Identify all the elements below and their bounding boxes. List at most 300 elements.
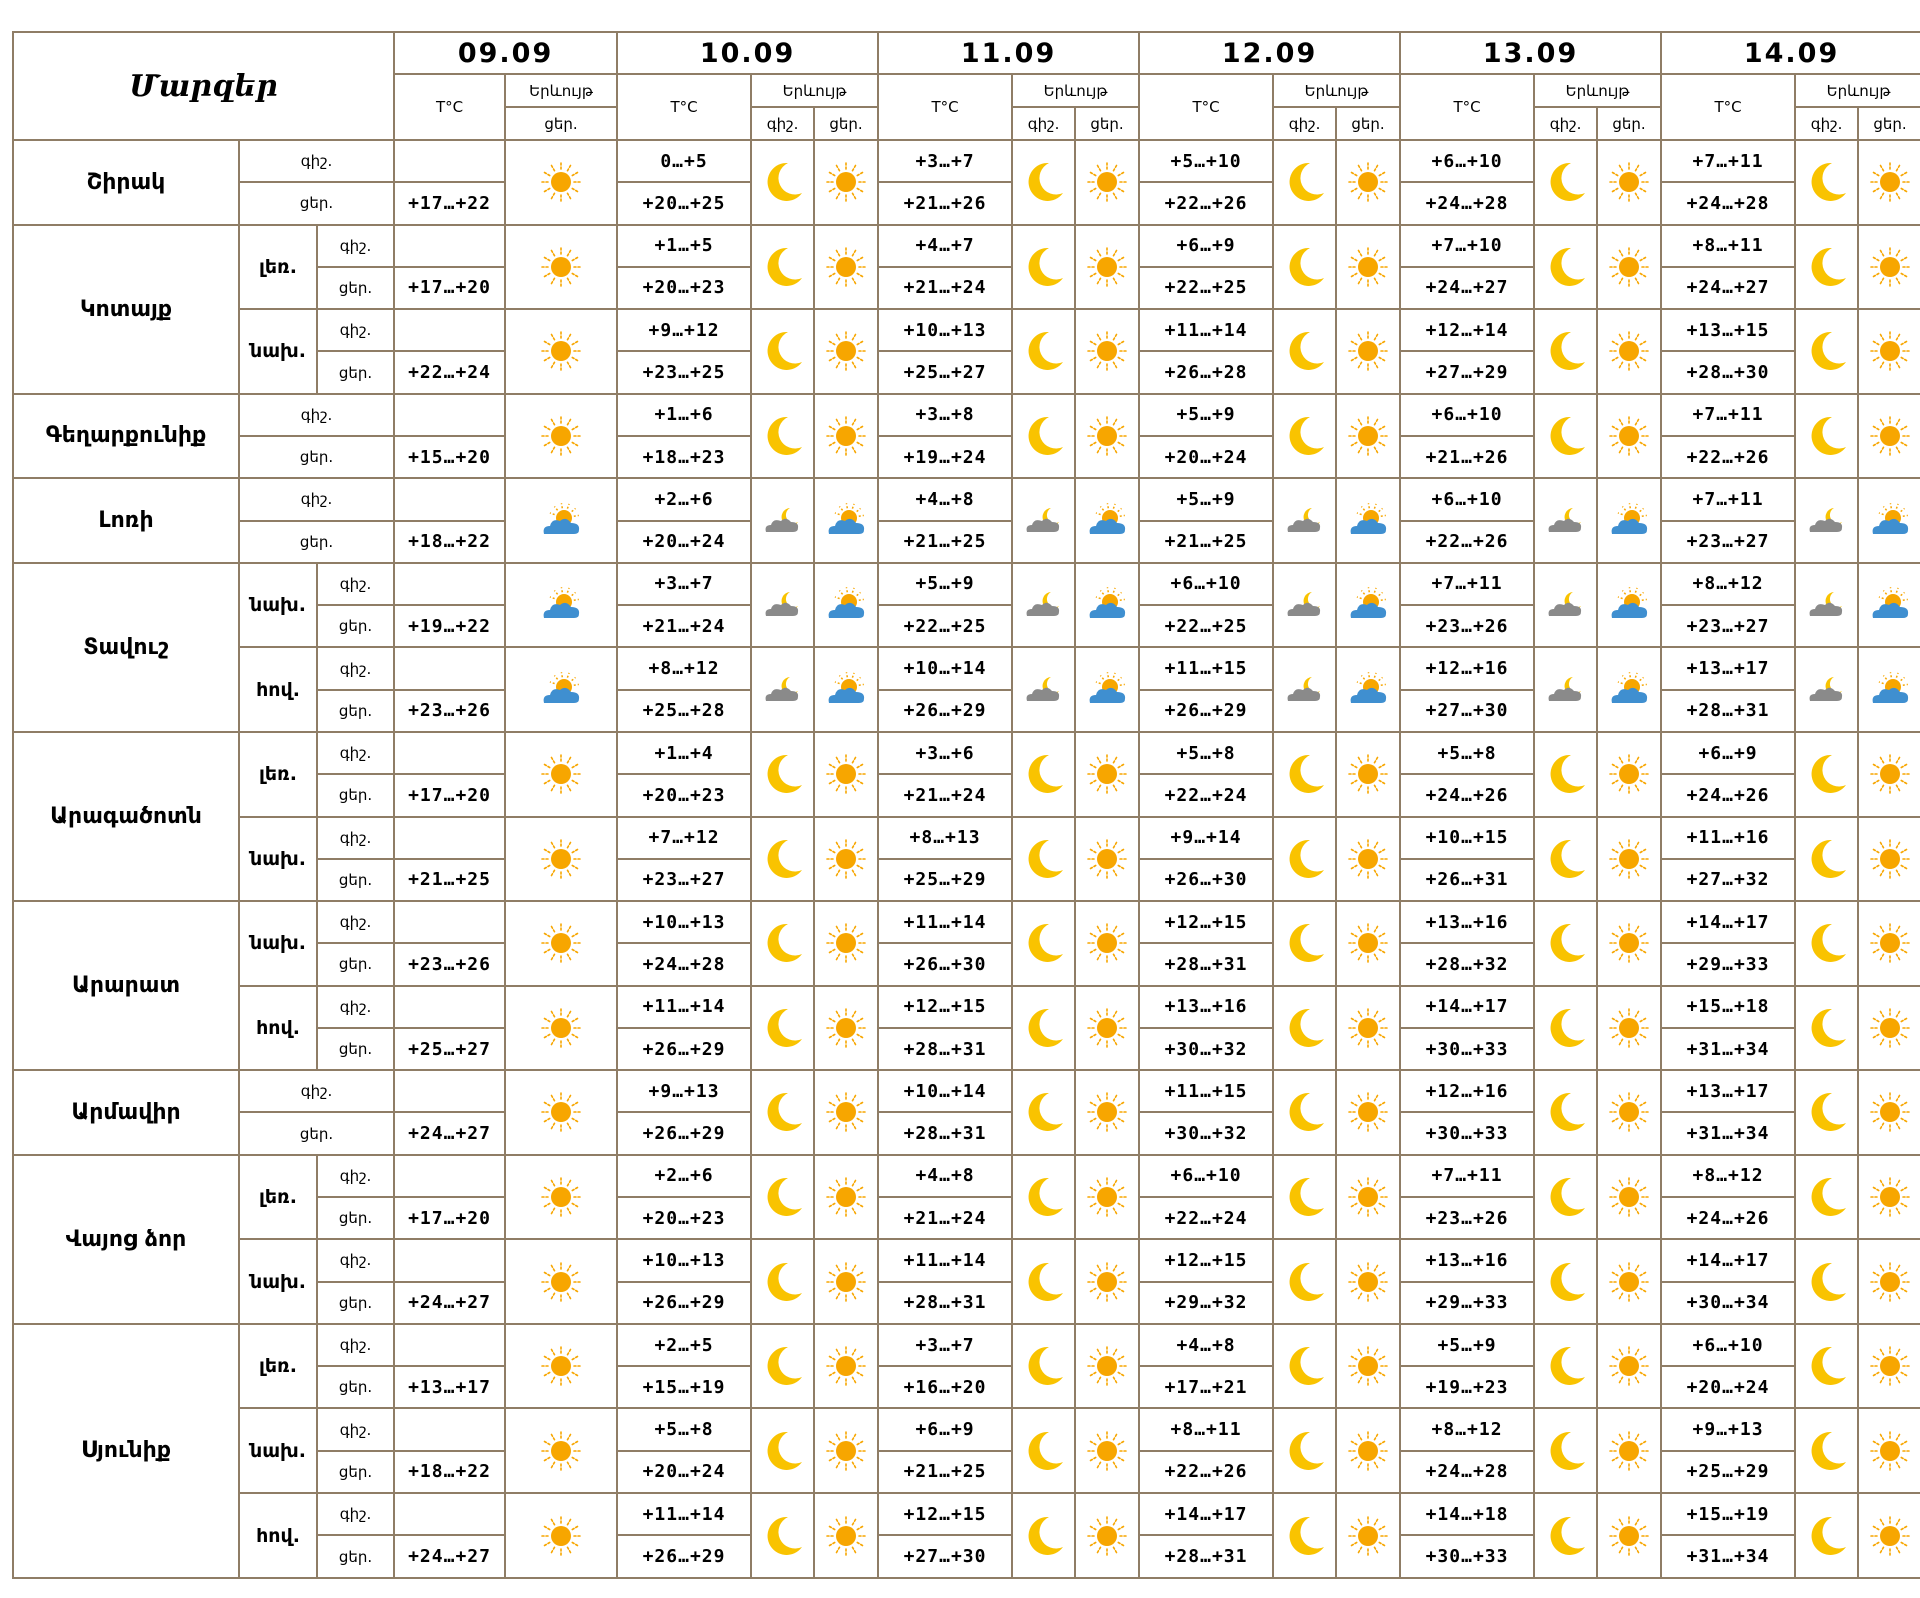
day-temp: +24…+26 (1661, 774, 1795, 816)
table-row (13, 1155, 1920, 1197)
night-temp: +8…+13 (878, 817, 1012, 859)
day-weather (1336, 817, 1400, 902)
cloud-moon-icon (1282, 582, 1328, 628)
sun-icon (1084, 244, 1130, 290)
day-label: ցեր. (317, 690, 394, 732)
moon-icon (1804, 1343, 1850, 1389)
sun-icon (1867, 1174, 1913, 1220)
night-temp: +7…+11 (1661, 140, 1795, 182)
day-weather (505, 732, 617, 817)
cloud-moon-icon (760, 582, 806, 628)
day-weather (1597, 225, 1661, 310)
table-row (13, 563, 1920, 605)
night-weather (751, 309, 814, 394)
day-weather (1336, 986, 1400, 1071)
sun-icon (1606, 1089, 1652, 1135)
sun-icon (1345, 1174, 1391, 1220)
day-temp: +18…+22 (394, 521, 505, 563)
sun-icon (538, 751, 584, 797)
day-weather (1336, 478, 1400, 563)
day-weather (814, 1324, 878, 1409)
night-weather (751, 1239, 814, 1324)
zone-label: հով. (239, 986, 317, 1071)
day-weather (1075, 309, 1139, 394)
night-temp: +11…+15 (1139, 1070, 1273, 1112)
night-weather (1534, 394, 1597, 479)
day-weather (1597, 140, 1661, 225)
day-temp: +30…+33 (1400, 1112, 1534, 1154)
sun-icon (1345, 836, 1391, 882)
day-weather (1858, 1239, 1920, 1324)
day-weather (505, 1239, 617, 1324)
day-weather (1075, 1155, 1139, 1240)
day-temp: +20…+24 (617, 1451, 751, 1493)
night-weather (1534, 732, 1597, 817)
night-label: գիշ. (317, 1239, 394, 1281)
moon-icon (1804, 1089, 1850, 1135)
night-temp: +7…+11 (1661, 478, 1795, 520)
night-weather (1273, 1493, 1336, 1578)
day-temp: +23…+27 (617, 859, 751, 901)
partly-cloudy-icon (823, 582, 869, 628)
night-temp: +7…+11 (1400, 563, 1534, 605)
night-temp: +3…+8 (878, 394, 1012, 436)
day-weather (1336, 1324, 1400, 1409)
day-temp: +26…+30 (878, 943, 1012, 985)
moon-icon (1543, 1343, 1589, 1389)
night-temp: +6…+10 (1400, 478, 1534, 520)
moon-icon (1804, 159, 1850, 205)
night-weather (1273, 394, 1336, 479)
day-weather (1858, 1070, 1920, 1155)
sun-icon (1867, 1428, 1913, 1474)
night-weather (1273, 1155, 1336, 1240)
temp-header: T°C (394, 74, 505, 140)
sun-icon (1867, 1513, 1913, 1559)
sun-icon (1345, 751, 1391, 797)
sun-icon (538, 1428, 584, 1474)
day-weather (814, 732, 878, 817)
day-temp: +26…+30 (1139, 859, 1273, 901)
day-weather (505, 1493, 617, 1578)
day-weather (814, 309, 878, 394)
night-weather (1795, 309, 1858, 394)
sun-icon (1606, 1259, 1652, 1305)
moon-icon (760, 1428, 806, 1474)
sun-icon (1084, 1005, 1130, 1051)
day-temp: +22…+26 (1139, 1451, 1273, 1493)
night-weather (1534, 225, 1597, 310)
night-temp: +7…+12 (617, 817, 751, 859)
moon-icon (760, 1513, 806, 1559)
day-temp: +24…+27 (1400, 267, 1534, 309)
sun-icon (823, 1428, 869, 1474)
cloud-moon-icon (760, 498, 806, 544)
night-temp: +5…+9 (1139, 478, 1273, 520)
table-row (13, 1070, 1920, 1112)
partly-cloudy-icon (538, 667, 584, 713)
day-subheader: ցեր. (505, 107, 617, 140)
night-temp: +6…+10 (1400, 140, 1534, 182)
night-temp: +4…+7 (878, 225, 1012, 267)
night-temp: +4…+8 (878, 1155, 1012, 1197)
night-temp: +13…+17 (1661, 647, 1795, 689)
sun-icon (1084, 159, 1130, 205)
day-temp: +22…+26 (1661, 436, 1795, 478)
moon-icon (760, 836, 806, 882)
day-temp: +21…+26 (1400, 436, 1534, 478)
day-weather (505, 901, 617, 986)
night-temp: +3…+7 (617, 563, 751, 605)
table-row (13, 901, 1920, 943)
sun-icon (538, 328, 584, 374)
sun-icon (1606, 1343, 1652, 1389)
day-temp: +23…+27 (1661, 605, 1795, 647)
moon-icon (1282, 1259, 1328, 1305)
partly-cloudy-icon (823, 667, 869, 713)
sun-icon (1867, 244, 1913, 290)
sun-icon (823, 328, 869, 374)
day-temp: +28…+32 (1400, 943, 1534, 985)
night-temp: +12…+14 (1400, 309, 1534, 351)
sun-icon (1084, 1513, 1130, 1559)
day-label: ցեր. (317, 267, 394, 309)
moon-icon (1543, 328, 1589, 374)
zone-label: նախ. (239, 1239, 317, 1324)
night-weather (1273, 140, 1336, 225)
moon-icon (1282, 1343, 1328, 1389)
sun-icon (1345, 1089, 1391, 1135)
sun-icon (823, 836, 869, 882)
night-subheader: գիշ. (1534, 107, 1597, 140)
moon-icon (1021, 751, 1067, 797)
day-temp: +24…+27 (394, 1535, 505, 1578)
day-temp: +23…+26 (1400, 605, 1534, 647)
table-row (13, 394, 1920, 436)
region-name: Շիրակ (13, 140, 239, 225)
region-name: Լոռի (13, 478, 239, 563)
night-temp (394, 732, 505, 774)
moon-icon (760, 920, 806, 966)
night-label: գիշ. (239, 1070, 394, 1112)
partly-cloudy-icon (1345, 667, 1391, 713)
day-weather (1075, 563, 1139, 648)
night-temp (394, 1324, 505, 1366)
zone-label: նախ. (239, 817, 317, 902)
day-temp: +22…+25 (878, 605, 1012, 647)
night-temp: +4…+8 (1139, 1324, 1273, 1366)
day-temp: +23…+26 (394, 690, 505, 732)
day-temp: +18…+23 (617, 436, 751, 478)
day-temp: +29…+33 (1661, 943, 1795, 985)
night-temp: +5…+8 (1139, 732, 1273, 774)
sun-icon (823, 920, 869, 966)
night-temp: +12…+15 (878, 986, 1012, 1028)
region-name: Սյունիք (13, 1324, 239, 1578)
moon-icon (1804, 836, 1850, 882)
sun-icon (1867, 920, 1913, 966)
night-temp: +6…+10 (1139, 1155, 1273, 1197)
day-temp: +24…+26 (1400, 774, 1534, 816)
day-weather (505, 140, 617, 225)
day-temp: +13…+17 (394, 1366, 505, 1408)
night-weather (1534, 986, 1597, 1071)
sun-icon (1606, 920, 1652, 966)
night-temp: +2…+6 (617, 478, 751, 520)
day-temp: +29…+32 (1139, 1282, 1273, 1324)
sun-icon (1084, 1343, 1130, 1389)
night-temp: +6…+10 (1139, 563, 1273, 605)
moon-icon (760, 328, 806, 374)
sun-icon (1084, 836, 1130, 882)
day-weather (814, 1155, 878, 1240)
table-row (13, 817, 1920, 859)
day-temp: +24…+28 (1400, 182, 1534, 224)
day-temp: +21…+24 (878, 774, 1012, 816)
zone-label: լեռ. (239, 1155, 317, 1240)
zone-label: նախ. (239, 563, 317, 648)
cloud-moon-icon (760, 667, 806, 713)
night-weather (1273, 563, 1336, 648)
sun-icon (1606, 328, 1652, 374)
moon-icon (1543, 1005, 1589, 1051)
sun-icon (538, 1343, 584, 1389)
moon-icon (1804, 920, 1850, 966)
weather-header: Երևույթ (1012, 74, 1139, 107)
day-weather (1075, 647, 1139, 732)
night-weather (1534, 1239, 1597, 1324)
sun-icon (823, 413, 869, 459)
night-temp: +10…+15 (1400, 817, 1534, 859)
date-header: 12.09 (1139, 32, 1400, 74)
day-temp: +28…+31 (1661, 690, 1795, 732)
night-temp: +10…+13 (878, 309, 1012, 351)
date-header: 10.09 (617, 32, 878, 74)
date-header: 13.09 (1400, 32, 1661, 74)
night-temp: +11…+14 (878, 1239, 1012, 1281)
day-weather (1336, 647, 1400, 732)
day-weather (814, 1493, 878, 1578)
zone-label: նախ. (239, 901, 317, 986)
zone-label: լեռ. (239, 732, 317, 817)
night-temp: +3…+7 (878, 1324, 1012, 1366)
day-label: ցեր. (317, 605, 394, 647)
moon-icon (1282, 1174, 1328, 1220)
night-temp: +7…+10 (1400, 225, 1534, 267)
night-weather (1795, 1324, 1858, 1409)
sun-icon (1606, 751, 1652, 797)
night-temp: +12…+15 (1139, 1239, 1273, 1281)
sun-icon (823, 244, 869, 290)
day-weather (1597, 1070, 1661, 1155)
day-weather (1858, 1493, 1920, 1578)
night-weather (1012, 478, 1075, 563)
night-temp: +9…+13 (1661, 1408, 1795, 1450)
day-temp: +20…+23 (617, 1197, 751, 1239)
night-weather (1534, 309, 1597, 394)
moon-icon (1282, 1089, 1328, 1135)
day-temp: +22…+25 (1139, 267, 1273, 309)
moon-icon (1804, 1428, 1850, 1474)
day-temp: +27…+29 (1400, 351, 1534, 393)
night-subheader: գիշ. (751, 107, 814, 140)
day-weather (1075, 1070, 1139, 1155)
day-temp: +26…+29 (617, 1112, 751, 1154)
night-weather (751, 1155, 814, 1240)
night-temp: +11…+14 (878, 901, 1012, 943)
day-weather (814, 901, 878, 986)
day-weather (1336, 732, 1400, 817)
day-weather (1075, 225, 1139, 310)
table-row (13, 478, 1920, 520)
zone-label: նախ. (239, 1408, 317, 1493)
cloud-moon-icon (1543, 667, 1589, 713)
cloud-moon-icon (1804, 498, 1850, 544)
night-weather (1012, 986, 1075, 1071)
moon-icon (1543, 159, 1589, 205)
night-temp: +14…+17 (1661, 901, 1795, 943)
table-row (13, 1408, 1920, 1450)
day-weather (1597, 478, 1661, 563)
night-weather (1273, 986, 1336, 1071)
weather-header: Երևույթ (751, 74, 878, 107)
night-temp: +7…+11 (1400, 1155, 1534, 1197)
day-temp: +28…+31 (1139, 1535, 1273, 1578)
moon-icon (1021, 1174, 1067, 1220)
day-temp: +21…+26 (878, 182, 1012, 224)
sun-icon (1345, 413, 1391, 459)
day-weather (1075, 1239, 1139, 1324)
day-weather (1336, 1408, 1400, 1493)
night-weather (751, 732, 814, 817)
night-temp: +14…+17 (1139, 1493, 1273, 1535)
night-temp: +11…+14 (617, 1493, 751, 1535)
partly-cloudy-icon (1345, 498, 1391, 544)
day-temp: +20…+24 (1139, 436, 1273, 478)
night-weather (1795, 563, 1858, 648)
night-weather (1273, 309, 1336, 394)
sun-icon (1606, 1005, 1652, 1051)
day-temp: +30…+32 (1139, 1028, 1273, 1070)
day-temp: +20…+25 (617, 182, 751, 224)
sun-icon (1345, 328, 1391, 374)
night-temp: +9…+12 (617, 309, 751, 351)
day-temp: +17…+21 (1139, 1366, 1273, 1408)
moon-icon (1543, 751, 1589, 797)
moon-icon (1804, 1174, 1850, 1220)
day-temp: +20…+24 (617, 521, 751, 563)
night-weather (1273, 1239, 1336, 1324)
night-weather (1273, 901, 1336, 986)
night-temp (394, 478, 505, 520)
zone-label: հով. (239, 1493, 317, 1578)
night-temp (394, 1070, 505, 1112)
night-weather (751, 901, 814, 986)
day-temp: +25…+29 (1661, 1451, 1795, 1493)
day-weather (1597, 394, 1661, 479)
moon-icon (760, 1259, 806, 1305)
moon-icon (1021, 413, 1067, 459)
night-temp (394, 225, 505, 267)
night-temp (394, 1408, 505, 1450)
sun-icon (823, 1005, 869, 1051)
partly-cloudy-icon (1867, 667, 1913, 713)
day-temp: +28…+31 (878, 1282, 1012, 1324)
night-weather (1534, 647, 1597, 732)
day-temp: +24…+27 (394, 1282, 505, 1324)
sun-icon (1084, 1174, 1130, 1220)
night-weather (751, 394, 814, 479)
night-label: գիշ. (317, 986, 394, 1028)
moon-icon (1543, 1259, 1589, 1305)
moon-icon (760, 1005, 806, 1051)
day-weather (814, 647, 878, 732)
day-weather (1336, 1493, 1400, 1578)
partly-cloudy-icon (538, 498, 584, 544)
day-temp: +22…+26 (1139, 182, 1273, 224)
table-row (13, 647, 1920, 689)
night-temp (394, 647, 505, 689)
moon-icon (1804, 413, 1850, 459)
day-temp: +17…+20 (394, 1197, 505, 1239)
day-temp: +22…+24 (1139, 774, 1273, 816)
day-temp: +26…+29 (617, 1535, 751, 1578)
night-weather (1534, 1493, 1597, 1578)
sun-icon (538, 1089, 584, 1135)
day-weather (814, 1070, 878, 1155)
day-temp: +26…+29 (617, 1028, 751, 1070)
day-weather (1336, 394, 1400, 479)
weather-header: Երևույթ (1273, 74, 1400, 107)
moon-icon (1804, 244, 1850, 290)
moon-icon (1021, 159, 1067, 205)
night-temp: +15…+18 (1661, 986, 1795, 1028)
night-temp: +6…+10 (1661, 1324, 1795, 1366)
day-label: ցեր. (317, 351, 394, 393)
zone-label: լեռ. (239, 1324, 317, 1409)
moon-icon (1021, 244, 1067, 290)
table-row (13, 225, 1920, 267)
sun-icon (1867, 413, 1913, 459)
sun-icon (1606, 159, 1652, 205)
night-temp: +12…+15 (1139, 901, 1273, 943)
moon-icon (1282, 920, 1328, 966)
moon-icon (1021, 1005, 1067, 1051)
day-label: ցեր. (239, 436, 394, 478)
night-weather (1012, 140, 1075, 225)
day-temp: +25…+29 (878, 859, 1012, 901)
day-temp: +22…+25 (1139, 605, 1273, 647)
cloud-moon-icon (1543, 582, 1589, 628)
sun-icon (538, 920, 584, 966)
day-weather (505, 817, 617, 902)
sun-icon (823, 751, 869, 797)
night-subheader: գիշ. (1012, 107, 1075, 140)
sun-icon (1345, 244, 1391, 290)
day-temp: +30…+33 (1400, 1535, 1534, 1578)
day-weather (814, 140, 878, 225)
day-temp: +23…+27 (1661, 521, 1795, 563)
night-temp (394, 986, 505, 1028)
day-temp: +26…+31 (1400, 859, 1534, 901)
night-temp: +13…+16 (1400, 901, 1534, 943)
day-weather (1858, 732, 1920, 817)
night-weather (1273, 647, 1336, 732)
day-temp: +26…+28 (1139, 351, 1273, 393)
sun-icon (823, 1089, 869, 1135)
night-subheader: գիշ. (1795, 107, 1858, 140)
sun-icon (823, 1513, 869, 1559)
